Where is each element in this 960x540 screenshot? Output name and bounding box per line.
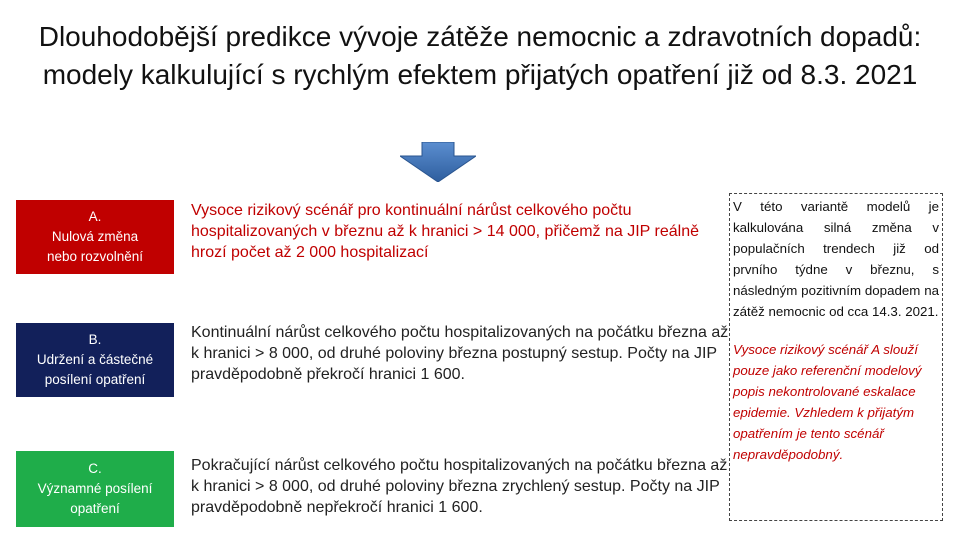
down-arrow-icon	[400, 142, 476, 182]
page-title: Dlouhodobější predikce vývoje zátěže nemocnic a zdravotních dopadů: modely kalkulující s rychlým efektem přijatých opatření již od 8.3. 2021	[38, 21, 922, 90]
scenario-b-label-line1: Udržení a částečné	[36, 352, 154, 367]
side-note-paragraph-2: Vysoce rizikový scénář A slouží pouze jako referenční modelový popis nekontrolované eskalace epidemie. Vzhledem k přijatým opatřením je tento scénář nepravděpodobný.	[733, 342, 922, 462]
scenario-c-label-line1: Významné posílení	[37, 481, 153, 496]
scenario-b-letter: B.	[88, 332, 102, 347]
scenario-b-description: Kontinuální nárůst celkového počtu hospitalizovaných na počátku března až k hranici > 8 000, od druhé poloviny března postupný sestup. Počty na JIP pravděpodobně překročí hranici 1 600.	[191, 324, 729, 383]
scenario-b-box	[16, 323, 174, 397]
scenario-a-label-line2: nebo rozvolnění	[46, 249, 144, 264]
side-note-box	[729, 193, 943, 521]
scenario-a-letter: A.	[88, 209, 102, 224]
scenario-c-label-line2: opatření	[70, 501, 120, 516]
scenario-c-description: Pokračující nárůst celkového počtu hospitalizovaných na počátku března až k hranici > 8 000, od druhé poloviny března zrychlený sestup. Počty na JIP pravděpodobně nepřekročí hranici 1 600.	[191, 457, 728, 516]
scenario-c-letter: C.	[88, 461, 102, 476]
scenario-a-label-line1: Nulová změna	[51, 229, 139, 244]
scenario-a-box	[16, 200, 174, 274]
side-note-paragraph-1: V této variantě modelů je kalkulována silná změna v populačních trendech již od prvního týdne v březnu, s následným pozitivním dopadem na zátěž nemocnic od cca 14.3. 2021.	[733, 199, 939, 319]
scenario-a-description: Vysoce rizikový scénář pro kontinuální nárůst celkového počtu hospitalizovaných v březnu až k hranici > 14 000, přičemž na JIP reálně hrozí počet až 2 000 hospitalizací	[191, 202, 699, 261]
scenario-b-label-line2: posílení opatření	[44, 372, 146, 387]
scenario-c-box	[16, 451, 174, 527]
